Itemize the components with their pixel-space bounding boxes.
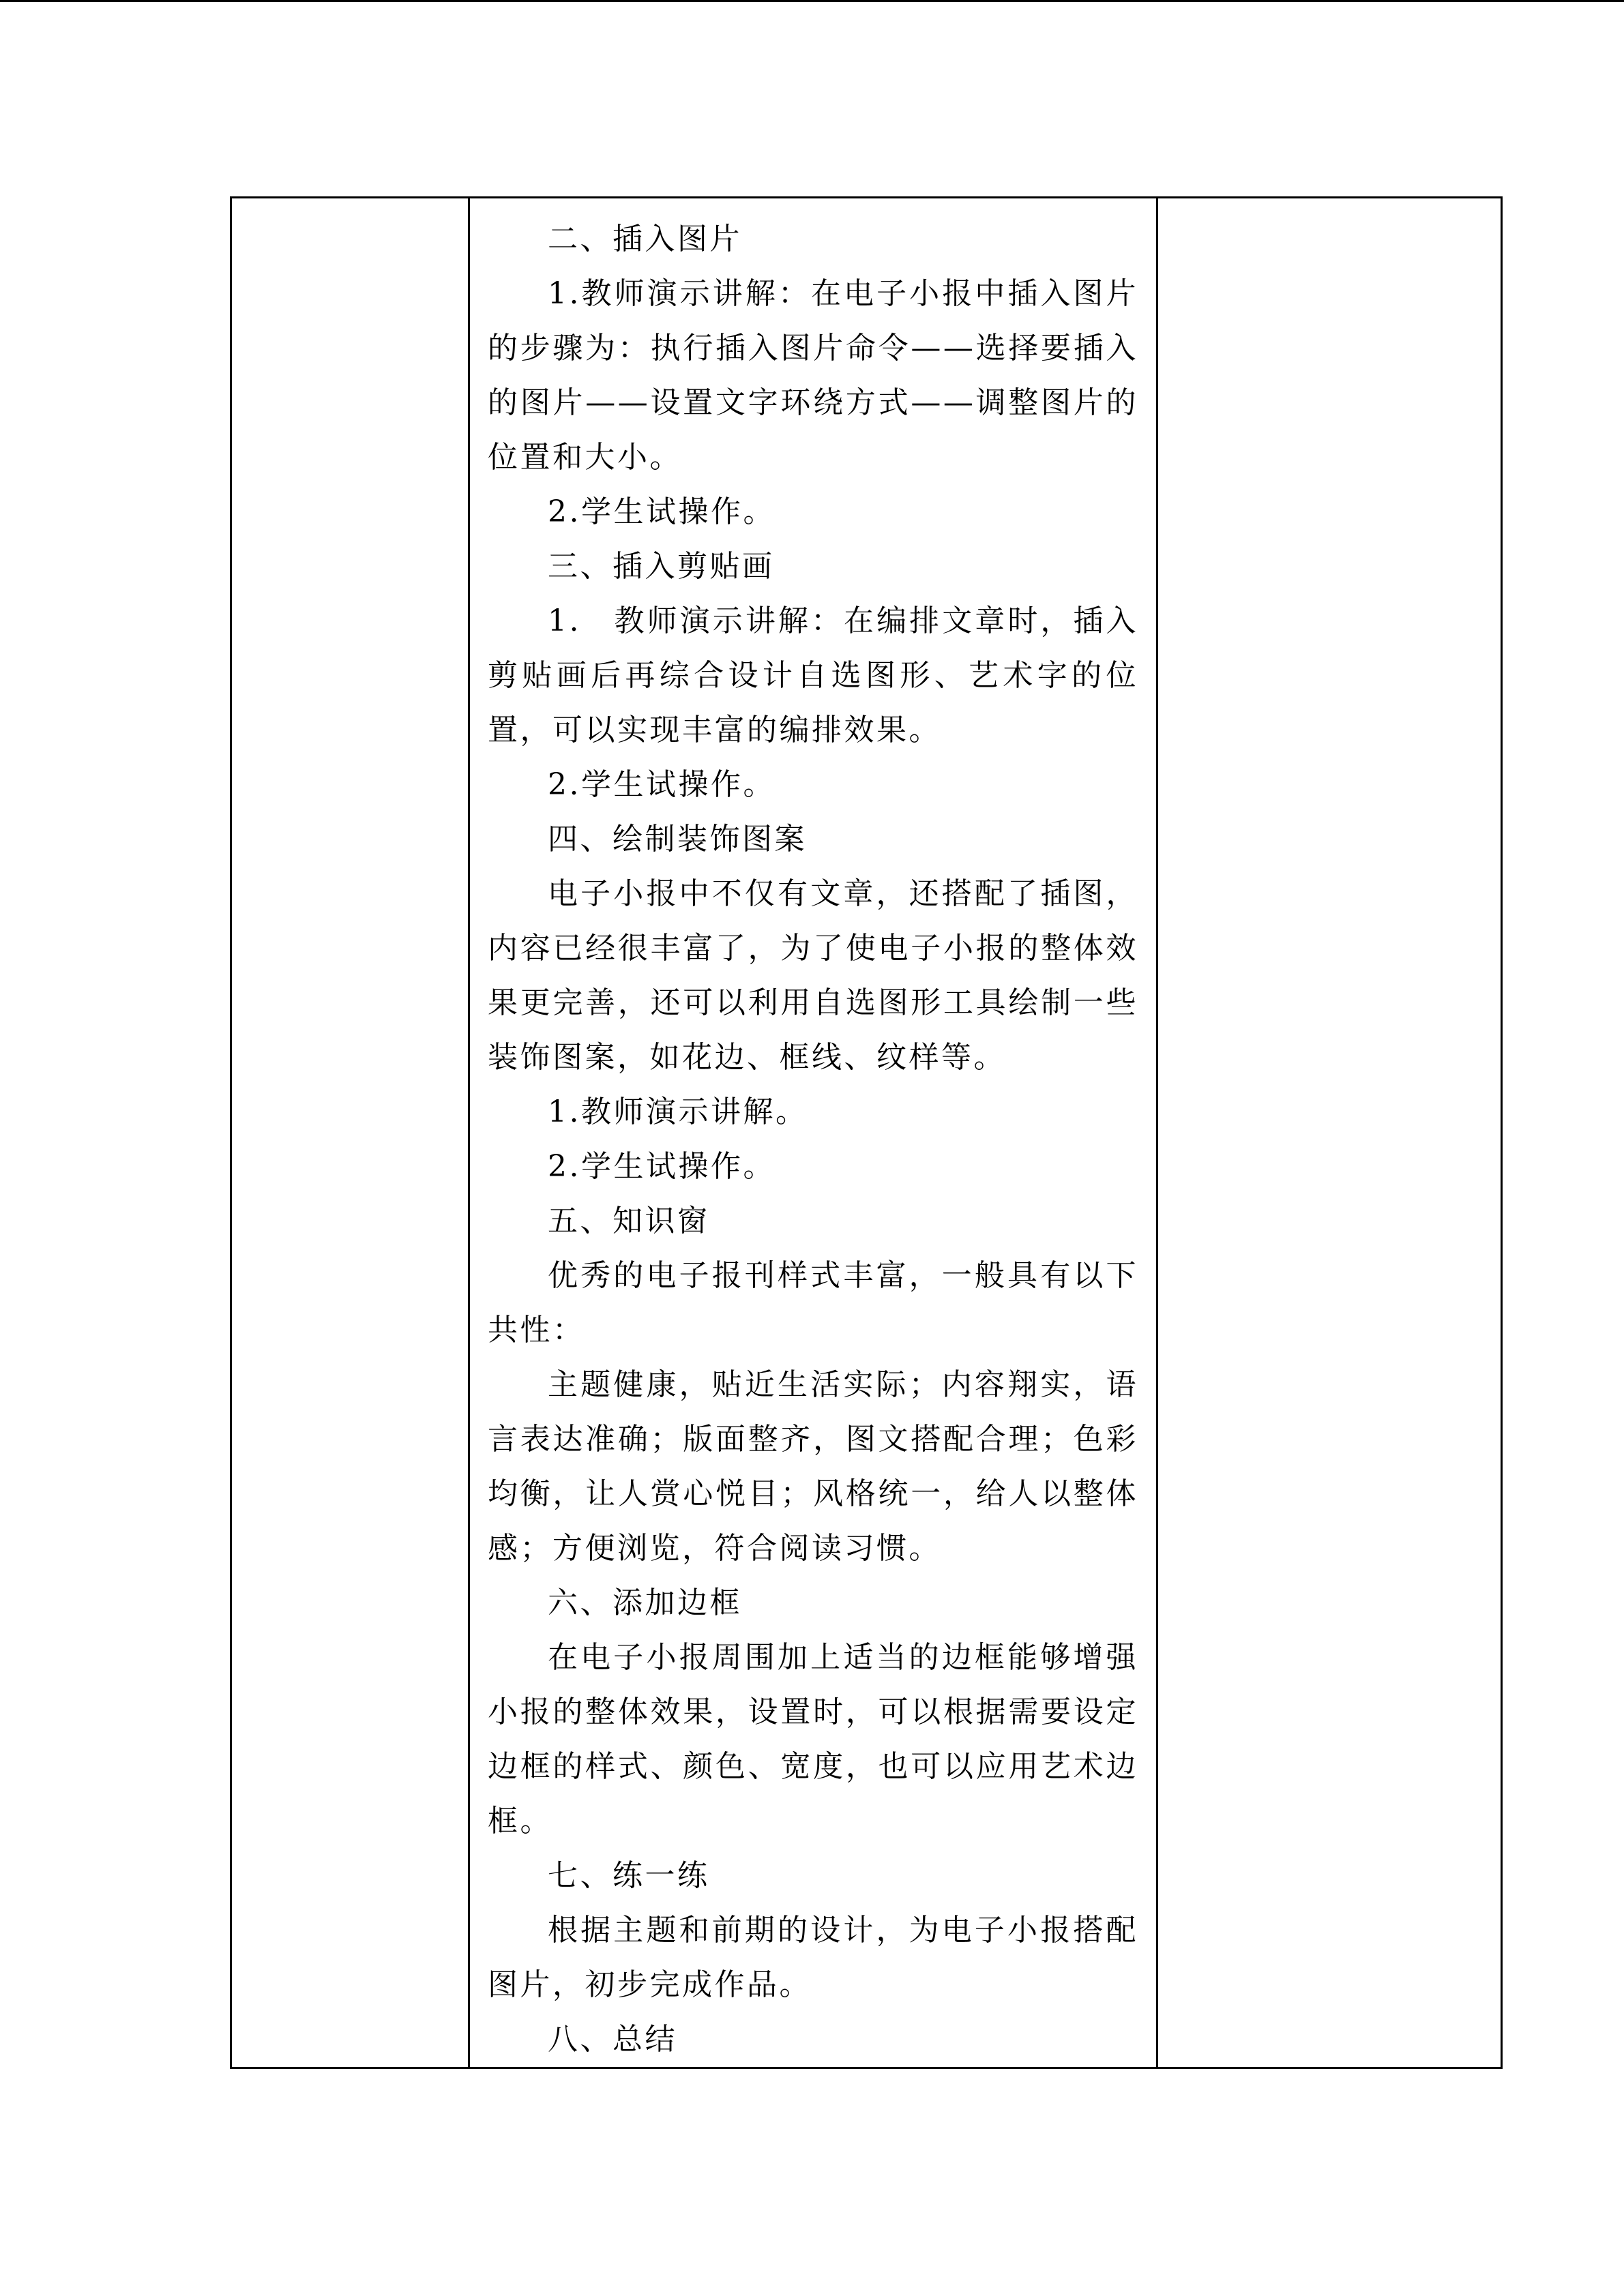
paragraph: 2.学生试操作。 [548, 767, 776, 802]
section-heading-knowledge-window: 五、知识窗 [548, 1204, 710, 1238]
left-column-cell [231, 198, 469, 2068]
paragraph: 2.学生试操作。 [548, 1149, 776, 1184]
right-column-cell [1157, 198, 1502, 2068]
paragraph: 在电子小报周围加上适当的边框能够增强小报的整体效果，设置时，可以根据需要设定边框的样式、颜色、宽度，也可以应用艺术边框。 [488, 1640, 1138, 1838]
section-heading-decorative-pattern: 四、绘制装饰图案 [548, 822, 807, 856]
section-heading-insert-clipart: 三、插入剪贴画 [548, 549, 775, 584]
teaching-process-cell [469, 198, 1157, 2068]
paragraph: 1.教师演示讲解。 [548, 1094, 808, 1129]
teaching-content [470, 198, 1156, 2067]
paragraph: 2.学生试操作。 [548, 494, 776, 529]
paragraph: 主题健康，贴近生活实际；内容翔实，语言表达准确；版面整齐，图文搭配合理；色彩均衡，让人赏心悦目；风格统一，给人以整体感；方便浏览，符合阅读习惯。 [488, 1367, 1138, 1566]
paragraph: 优秀的电子报刊样式丰富，一般具有以下共性： [488, 1258, 1138, 1347]
section-heading-add-border: 六、添加边框 [548, 1585, 742, 1620]
paragraph: 根据主题和前期的设计，为电子小报搭配图片，初步完成作品。 [488, 1913, 1138, 2002]
section-heading-practice: 七、练一练 [548, 1858, 710, 1893]
section-heading-summary: 八、总结 [548, 2022, 677, 2057]
paragraph: 电子小报中不仅有文章，还搭配了插图，内容已经很丰富了，为了使电子小报的整体效果更完善，还可以利用自选图形工具绘制一些装饰图案，如花边、框线、纹样等。 [488, 876, 1138, 1075]
page-top-border [0, 0, 1624, 2]
paragraph: 1.教师演示讲解：在电子小报中插入图片的步骤为：执行插入图片命令——选择要插入的图片——设置文字环绕方式——调整图片的位置和大小。 [488, 276, 1138, 475]
lesson-plan-table [230, 196, 1503, 2069]
section-heading-insert-picture: 二、插入图片 [548, 222, 742, 256]
paragraph: 1. 教师演示讲解：在编排文章时，插入剪贴画后再综合设计自选图形、艺术字的位置，可以实现丰富的编排效果。 [488, 603, 1138, 747]
table-row [231, 198, 1502, 2068]
